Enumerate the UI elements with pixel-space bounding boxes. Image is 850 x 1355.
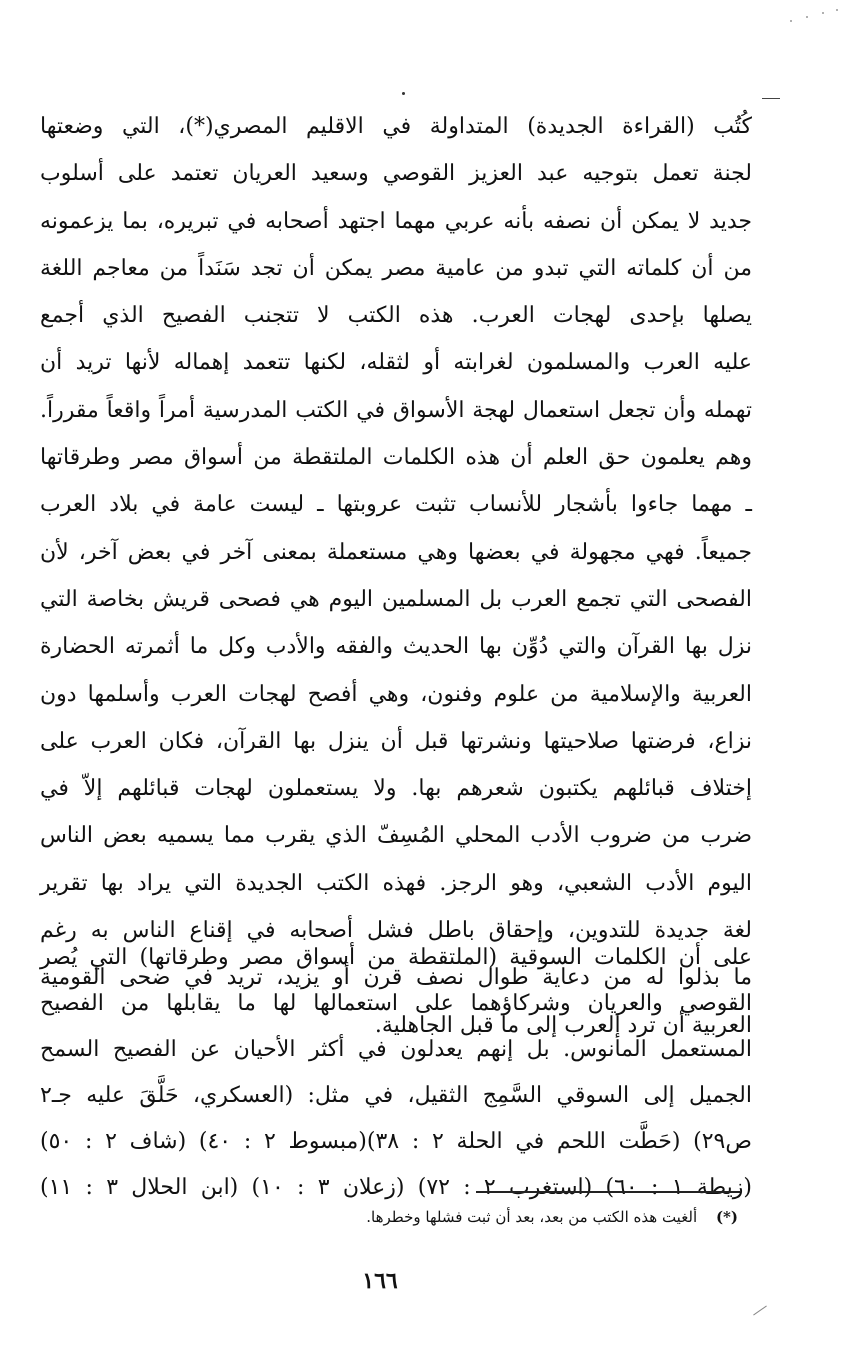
footnote xyxy=(238,1205,738,1229)
text-line: ما بذلوا له من دعاية طوال نصف قرن أو يزيد، تريد في ضحى القومية xyxy=(40,965,752,991)
corner-speck xyxy=(806,16,808,18)
text-line: تهمله وأن تجعل استعمال لهجة الأسواق في الكتب المدرسية أمراً واقعاً مقرراً. xyxy=(40,397,752,423)
text-line: العربية أن ترد العرب إلى ما قبل الجاهلية. xyxy=(374,1012,752,1038)
text-line: جديد لا يمكن أن نصفه بأنه عربي مهما اجتهد أصحابه في تبريره، بما يزعمونه xyxy=(40,208,752,234)
corner-speck xyxy=(836,9,838,11)
text-line: نزل بها القرآن والتي دُوِّن بها الحديث والفقه والأدب وكل ما أثمرته الحضارة xyxy=(40,634,752,660)
text-line: لغة جديدة للتدوين، وإحقاق باطل فشل أصحابه في إقناع الناس به رغم xyxy=(40,918,752,944)
text-line: عليه العرب والمسلمون لغرابته أو لثقله، لكنها تتعمد إهماله لأنها تريد أن xyxy=(40,350,752,376)
text-line: جميعاً. فهي مجهولة في بعضها وهي مستعملة بمعنى آخر في بعض آخر، لأن xyxy=(40,539,752,565)
text-line: ـ مهما جاءوا بأشجار للأنساب تثبت عروبتها ـ ليست عامة في بلاد العرب xyxy=(40,492,752,518)
text-line: وهم يعلمون حق العلم أن هذه الكلمات الملتقطة من أسواق مصر وطرقاتها xyxy=(40,445,752,471)
text-line: يصلها بإحدى لهجات العرب. هذه الكتب لا تتجنب الفصيح الذي أجمع xyxy=(40,303,752,329)
page-speck xyxy=(402,92,405,95)
text-line: لجنة تعمل بتوجيه عبد العزيز القوصي وسعيد العريان تعتمد على أسلوب xyxy=(40,161,752,187)
text-line: الفصحى التي تجمع العرب بل المسلمين اليوم هي فصحى قريش بخاصة التي xyxy=(40,586,752,612)
text-line: العربية والإسلامية من علوم وفنون، وهي أفصح لهجات العرب وأسلمها دون xyxy=(40,681,752,707)
text-line: على أن الكلمات السوقية (الملتقطة من أسواق مصر وطرقاتها) التي يُصر xyxy=(40,945,752,970)
text-line: اليوم الأدب الشعبي، وهو الرجز. فهذه الكتب الجديدة التي يراد بها تقرير xyxy=(40,870,752,896)
text-line: المستعمل المأنوس. بل إنهم يعدلون في أكثر الأحيان عن الفصيح السمح xyxy=(40,1037,752,1062)
text-line: من أن كلماته التي تبدو من عامية مصر يمكن أن تجد سَنَداً من معاجم اللغة xyxy=(40,255,752,281)
footnote-separator xyxy=(476,1191,740,1193)
text-line: كُتُب (القراءة الجديدة) المتداولة في الاقليم المصري(*)، التي وضعتها xyxy=(40,114,752,139)
corner-speck xyxy=(790,20,792,22)
text-line: القوصي والعريان وشركاؤهما على استعمالها لها ما يقابلها من الفصيح xyxy=(40,991,752,1016)
text-line: إختلاف قبائلهم يكتبون شعرهم بها. ولا يستعملون لهجات قبائلهم إلاّ في xyxy=(40,776,752,802)
paragraph-2 xyxy=(40,935,752,1211)
text-line: نزاع، فرضتها صلاحيتها ونشرتها قبل أن ينزل بها القرآن، فكان العرب على xyxy=(40,728,752,754)
footnote-text: ألغيت هذه الكتب من بعد، بعد أن ثبت فشلها وخطرها. xyxy=(366,1208,698,1226)
text-line: ضرب من ضروب الأدب المحلي المُسِفّ الذي يقرب مما يسميه بعض الناس xyxy=(40,823,752,849)
corner-mark xyxy=(753,1306,767,1316)
page-number: ١٦٦ xyxy=(362,1268,398,1294)
text-line: الجميل إلى السوقي السَّمِج الثقيل، في مثل: (العسكري، حَلَّقَ عليه جـ٢ xyxy=(40,1083,752,1108)
margin-dash xyxy=(762,98,780,99)
footnote-marker: (*) xyxy=(715,1208,738,1226)
paragraph-1 xyxy=(40,103,752,1049)
corner-speck xyxy=(822,12,824,14)
text-line: ص٢٩) (حَطَّت اللحم في الحلة ٢ : ٣٨)(مبسوط ٢ : ٤٠) (شاف ٢ : ٥٠) xyxy=(40,1129,752,1154)
text-line: (زيطة ١ : ٦٠) (استغرب ٢ : ٧٢) (زعلان ٣ : ١٠) (ابن الحلال ٣ : ١١) xyxy=(40,1175,752,1200)
